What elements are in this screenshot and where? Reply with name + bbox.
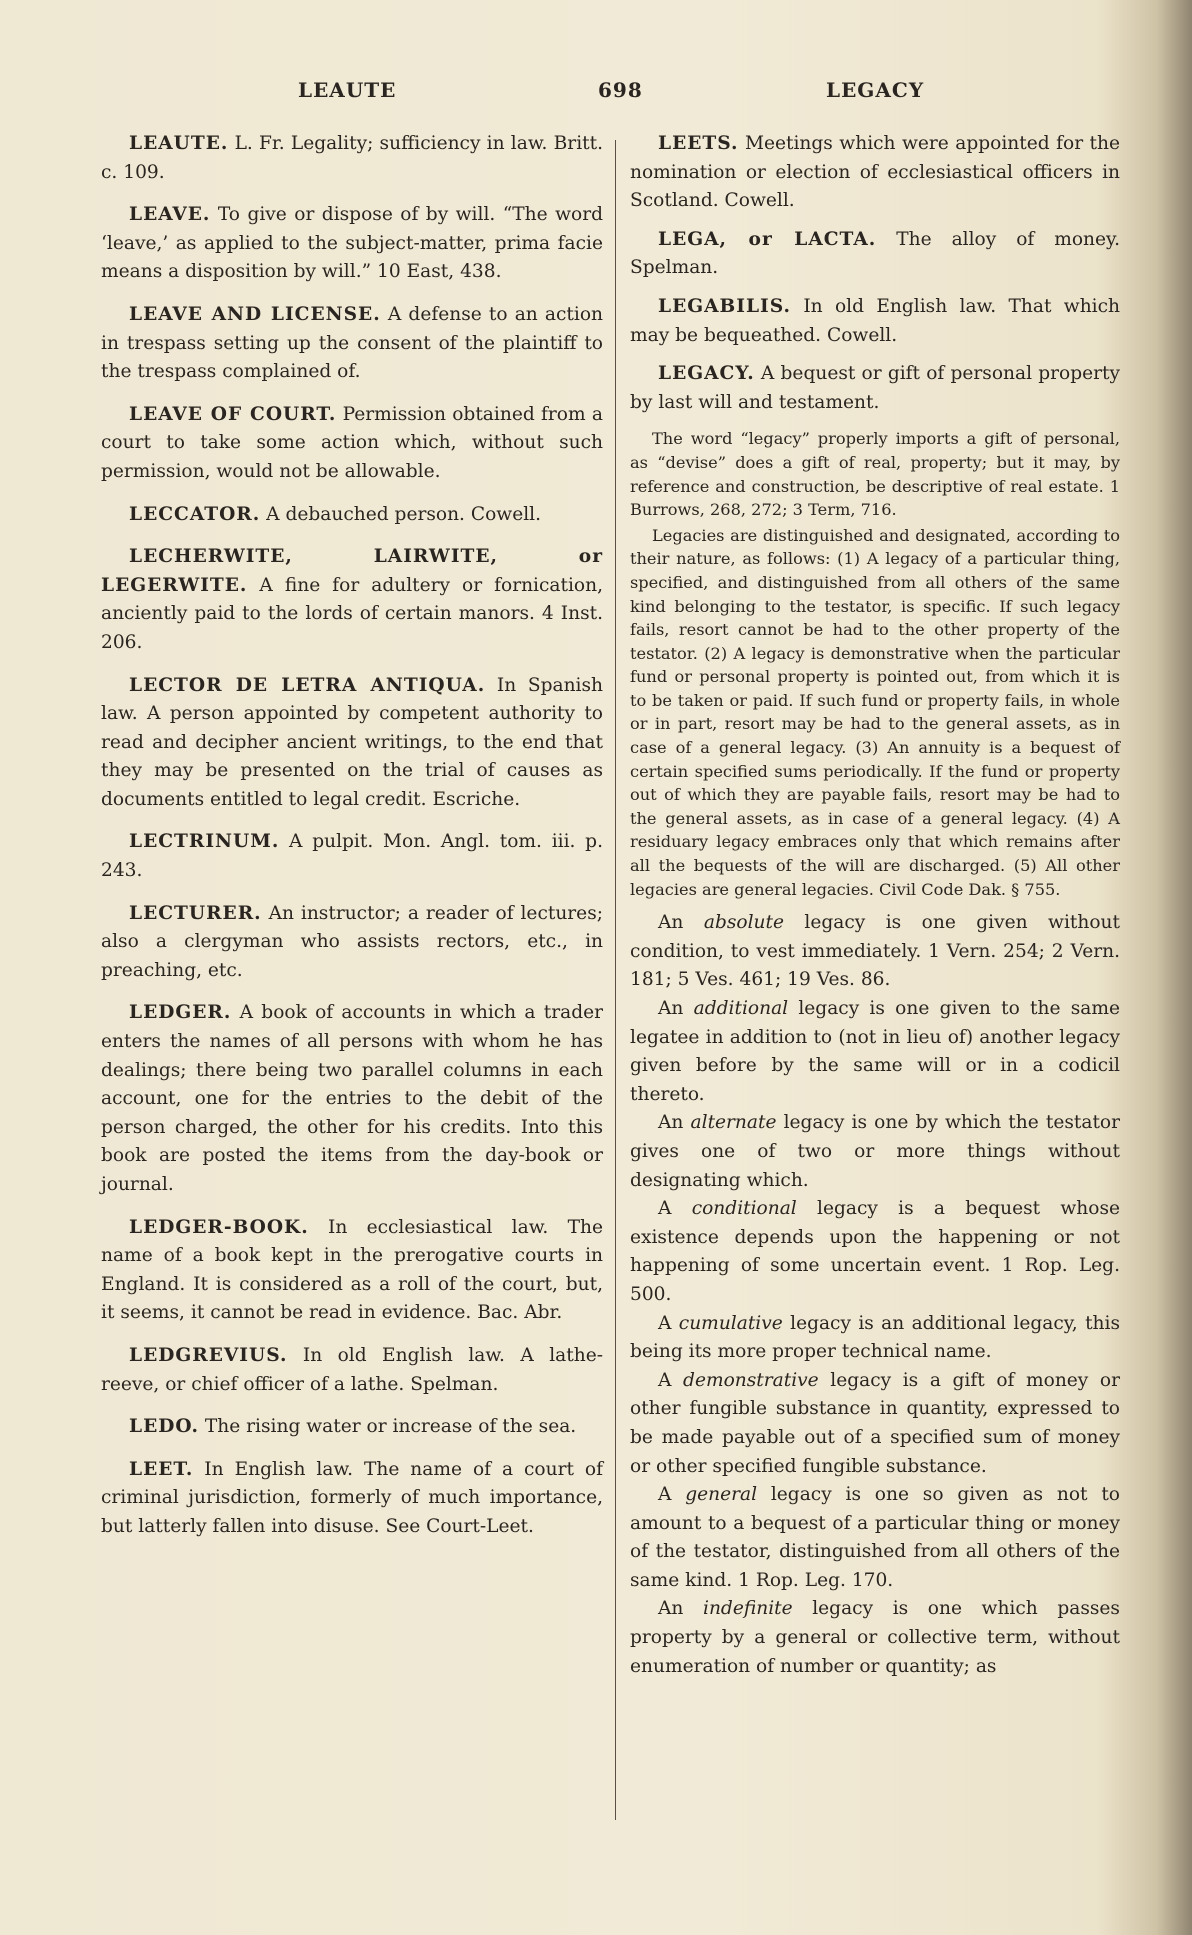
entry-headword: LECTRINUM. <box>129 831 280 853</box>
legacy-type-paragraph <box>630 1595 1120 1681</box>
entry-definition: In old English law. A lathe-reeve, or chief officer of a lathe. Spelman. <box>101 1344 603 1395</box>
entry-headword: LEDO. <box>129 1416 199 1438</box>
dictionary-entry <box>630 360 1120 417</box>
entry-definition: Permission obtained from a court to take some action which, without such permission, would not be allowable. <box>101 403 604 482</box>
paragraph-text: legacy is one so given as not to amount to a bequest of a particular thing or money of the testator, distinguished from all others of the same kind. 1 Rop. Leg. 170. <box>630 1484 1120 1591</box>
entry-headword: LEAVE OF COURT. <box>129 403 337 425</box>
dictionary-entry <box>630 130 1120 216</box>
left-column <box>101 130 603 1556</box>
paragraph-lead: An <box>658 912 704 934</box>
paragraph-text: legacy is a bequest whose existence depends upon the happening or not happening of some uncertain event. 1 Rop. Leg. 500. <box>630 1198 1120 1305</box>
dictionary-entry <box>101 1456 603 1542</box>
legacy-type-paragraph <box>630 909 1120 995</box>
dictionary-entry <box>101 543 603 657</box>
legacy-type-term: general <box>685 1484 758 1506</box>
entry-headword: LEGABILIS. <box>658 295 791 317</box>
entry-headword: LEETS. <box>658 133 739 154</box>
paragraph-lead: A <box>658 1369 684 1391</box>
legacy-notes <box>630 427 1120 901</box>
entry-definition: An instructor; a reader of lectures; also a clergyman who assists rectors, etc., in preaching, etc. <box>101 902 603 981</box>
right-entries <box>630 130 1120 417</box>
commentary-note: The word “legacy” properly imports a gift of personal, as “devise” does a gift of real, property; but it may, by reference and construction, be descriptive of real estate. 1 Burrows, 268, 272; 3 Term, 716. <box>630 429 1120 520</box>
running-head-left: LEAUTE <box>298 78 397 102</box>
legacy-type-term: demonstrative <box>683 1369 819 1391</box>
dictionary-entry <box>101 672 603 815</box>
legacy-type-paragraph <box>630 1367 1120 1481</box>
entry-definition: In ecclesiastical law. The name of a book kept in the prerogative courts in England. It is considered as a roll of the court, but, it seems, it cannot be read in evidence. Bac. Abr. <box>101 1216 603 1324</box>
legacy-type-paragraph <box>630 1310 1120 1367</box>
column-divider <box>615 140 616 1820</box>
paragraph-text: legacy is one given to the same legatee in addition to (not in lieu of) another legacy given before by the same will or in a codicil thereto. <box>630 998 1120 1105</box>
entry-headword: LEET. <box>129 1458 194 1480</box>
entry-definition: A pulpit. Mon. Angl. tom. iii. p. 243. <box>101 831 603 882</box>
entry-definition: In Spanish law. A person appointed by competent authority to read and decipher ancient writings, to the end that they may be presented on the trial of causes as documents entitled to legal credit. Escriche. <box>101 674 604 810</box>
entry-definition: To give or dispose of by will. “The word ‘leave,’ as applied to the subject-matter, prima facie means a disposition by will.” 10 East, 438. <box>101 204 603 283</box>
dictionary-entry <box>101 1214 603 1328</box>
right-column <box>630 130 1120 1681</box>
running-head-right: LEGACY <box>826 78 925 102</box>
entry-definition: A debauched person. Cowell. <box>260 503 542 525</box>
legacy-type-paragraph <box>630 1481 1120 1595</box>
entry-headword: LEAVE. <box>129 204 211 226</box>
paragraph-lead: A <box>658 1484 686 1506</box>
legacy-type-paragraph <box>630 1109 1120 1195</box>
entry-definition: The rising water or increase of the sea. <box>198 1416 577 1438</box>
legacy-type-term: conditional <box>691 1198 797 1220</box>
page-number: 698 <box>598 78 643 102</box>
entry-headword: LEDGER. <box>129 1002 232 1024</box>
dictionary-entry <box>101 999 603 1199</box>
dictionary-entry <box>101 501 603 530</box>
paragraph-lead: An <box>658 1112 691 1134</box>
dictionary-entry <box>101 401 603 487</box>
dictionary-entry <box>630 226 1120 283</box>
legacy-type-paragraph <box>630 995 1120 1109</box>
entry-definition: L. Fr. Legality; sufficiency in law. Britt. c. 109. <box>101 133 603 183</box>
entry-definition: In old English law. That which may be bequeathed. Cowell. <box>630 295 1120 346</box>
entry-headword: LECHERWITE, LAIRWITE, or LEGERWITE. <box>101 546 603 596</box>
dictionary-entry <box>101 828 603 885</box>
entry-headword: LECTOR DE LETRA ANTIQUA. <box>129 674 486 696</box>
entry-headword: LEGACY. <box>658 363 755 385</box>
entry-headword: LEGA, or LACTA. <box>658 228 877 250</box>
legacy-type-term: additional <box>693 998 789 1019</box>
paragraph-lead: A <box>658 1198 692 1220</box>
entry-headword: LEDGER-BOOK. <box>129 1216 309 1238</box>
paragraph-text: legacy is one given without condition, to vest immediately. 1 Vern. 254; 2 Vern. 181; 5 Ves. 461; 19 Ves. 86. <box>630 912 1120 991</box>
running-head <box>0 78 1192 108</box>
legacy-type-term: alternate <box>690 1112 777 1134</box>
legacy-types <box>630 909 1120 1681</box>
paragraph-text: legacy is one which passes property by a general or collective term, without enumeration of number or quantity; as <box>630 1598 1120 1677</box>
entry-definition: Meetings which were appointed for the nomination or election of ecclesiastical officers in Scotland. Cowell. <box>630 133 1120 212</box>
legacy-type-term: cumulative <box>678 1312 783 1334</box>
entry-headword: LEAVE AND LICENSE. <box>129 303 381 325</box>
entry-definition: A book of accounts in which a trader enters the names of all persons with whom he has dealings; there being two parallel columns in each account, one for the entries to the debit of the person charged, the other for his credits. Into this book are posted the items from the day-book or journal. <box>101 1002 603 1195</box>
dictionary-entry <box>101 900 603 986</box>
paragraph-lead: An <box>658 998 694 1019</box>
paragraph-lead: An <box>658 1598 703 1620</box>
legacy-type-paragraph <box>630 1195 1120 1309</box>
paragraph-lead: A <box>658 1312 679 1334</box>
entry-definition: The alloy of money. Spelman. <box>630 228 1120 279</box>
paragraph-text: legacy is a gift of money or other fungible substance in quantity, expressed to be made payable out of a specified sum of money or other specified fungible substance. <box>630 1369 1120 1477</box>
entry-definition: A fine for adultery or fornication, anciently paid to the lords of certain manors. 4 Inst. 206. <box>101 574 603 653</box>
entry-definition: A defense to an action in trespass setting up the consent of the plaintiff to the trespass complained of. <box>101 303 603 383</box>
entry-headword: LEDGREVIUS. <box>129 1344 288 1366</box>
dictionary-entry <box>101 130 603 187</box>
entry-headword: LECTURER. <box>129 902 262 924</box>
entry-headword: LEAUTE. <box>129 133 229 154</box>
entry-definition: A bequest or gift of personal property by last will and testament. <box>630 363 1120 413</box>
dictionary-entry <box>630 293 1120 350</box>
entry-definition: In English law. The name of a court of criminal jurisdiction, formerly of much importance, but latterly fallen into disuse. See Court-Leet. <box>101 1458 603 1537</box>
commentary-note: Legacies are distinguished and designated, according to their nature, as follows: (1) A legacy of a particular thing, specified, and distinguished from all others of the same kind belonging to the testator, is specific. If such legacy fails, resort cannot be had to the other property of the testator. (2) A legacy is demonstrative when the particular fund or personal property is pointed out, from which it is to be taken or paid. If such fund or property fails, in whole or in part, resort may be had to the general assets, as in case of a general legacy. (3) An annuity is a bequest of certain specified sums periodically. If the fund or property out of which they are payable fails, resort may be had to the general assets, as in case of a general legacy. (4) A residuary legacy embraces only that which remains after all the bequests of the will are discharged. (5) All other legacies are general legacies. Civil Code Dak. § 755. <box>630 525 1120 899</box>
entry-headword: LECCATOR. <box>129 503 261 525</box>
dictionary-entry <box>101 201 603 287</box>
paragraph-text: legacy is an additional legacy, this being its more proper technical name. <box>630 1312 1121 1363</box>
legacy-type-term: indefinite <box>703 1598 793 1620</box>
dictionary-entry <box>101 301 603 387</box>
paragraph-text: legacy is one by which the testator gives one of two or more things without designating which. <box>630 1112 1120 1191</box>
dictionary-entry <box>101 1342 603 1399</box>
legacy-type-term: absolute <box>703 912 784 934</box>
dictionary-entry <box>101 1413 603 1442</box>
